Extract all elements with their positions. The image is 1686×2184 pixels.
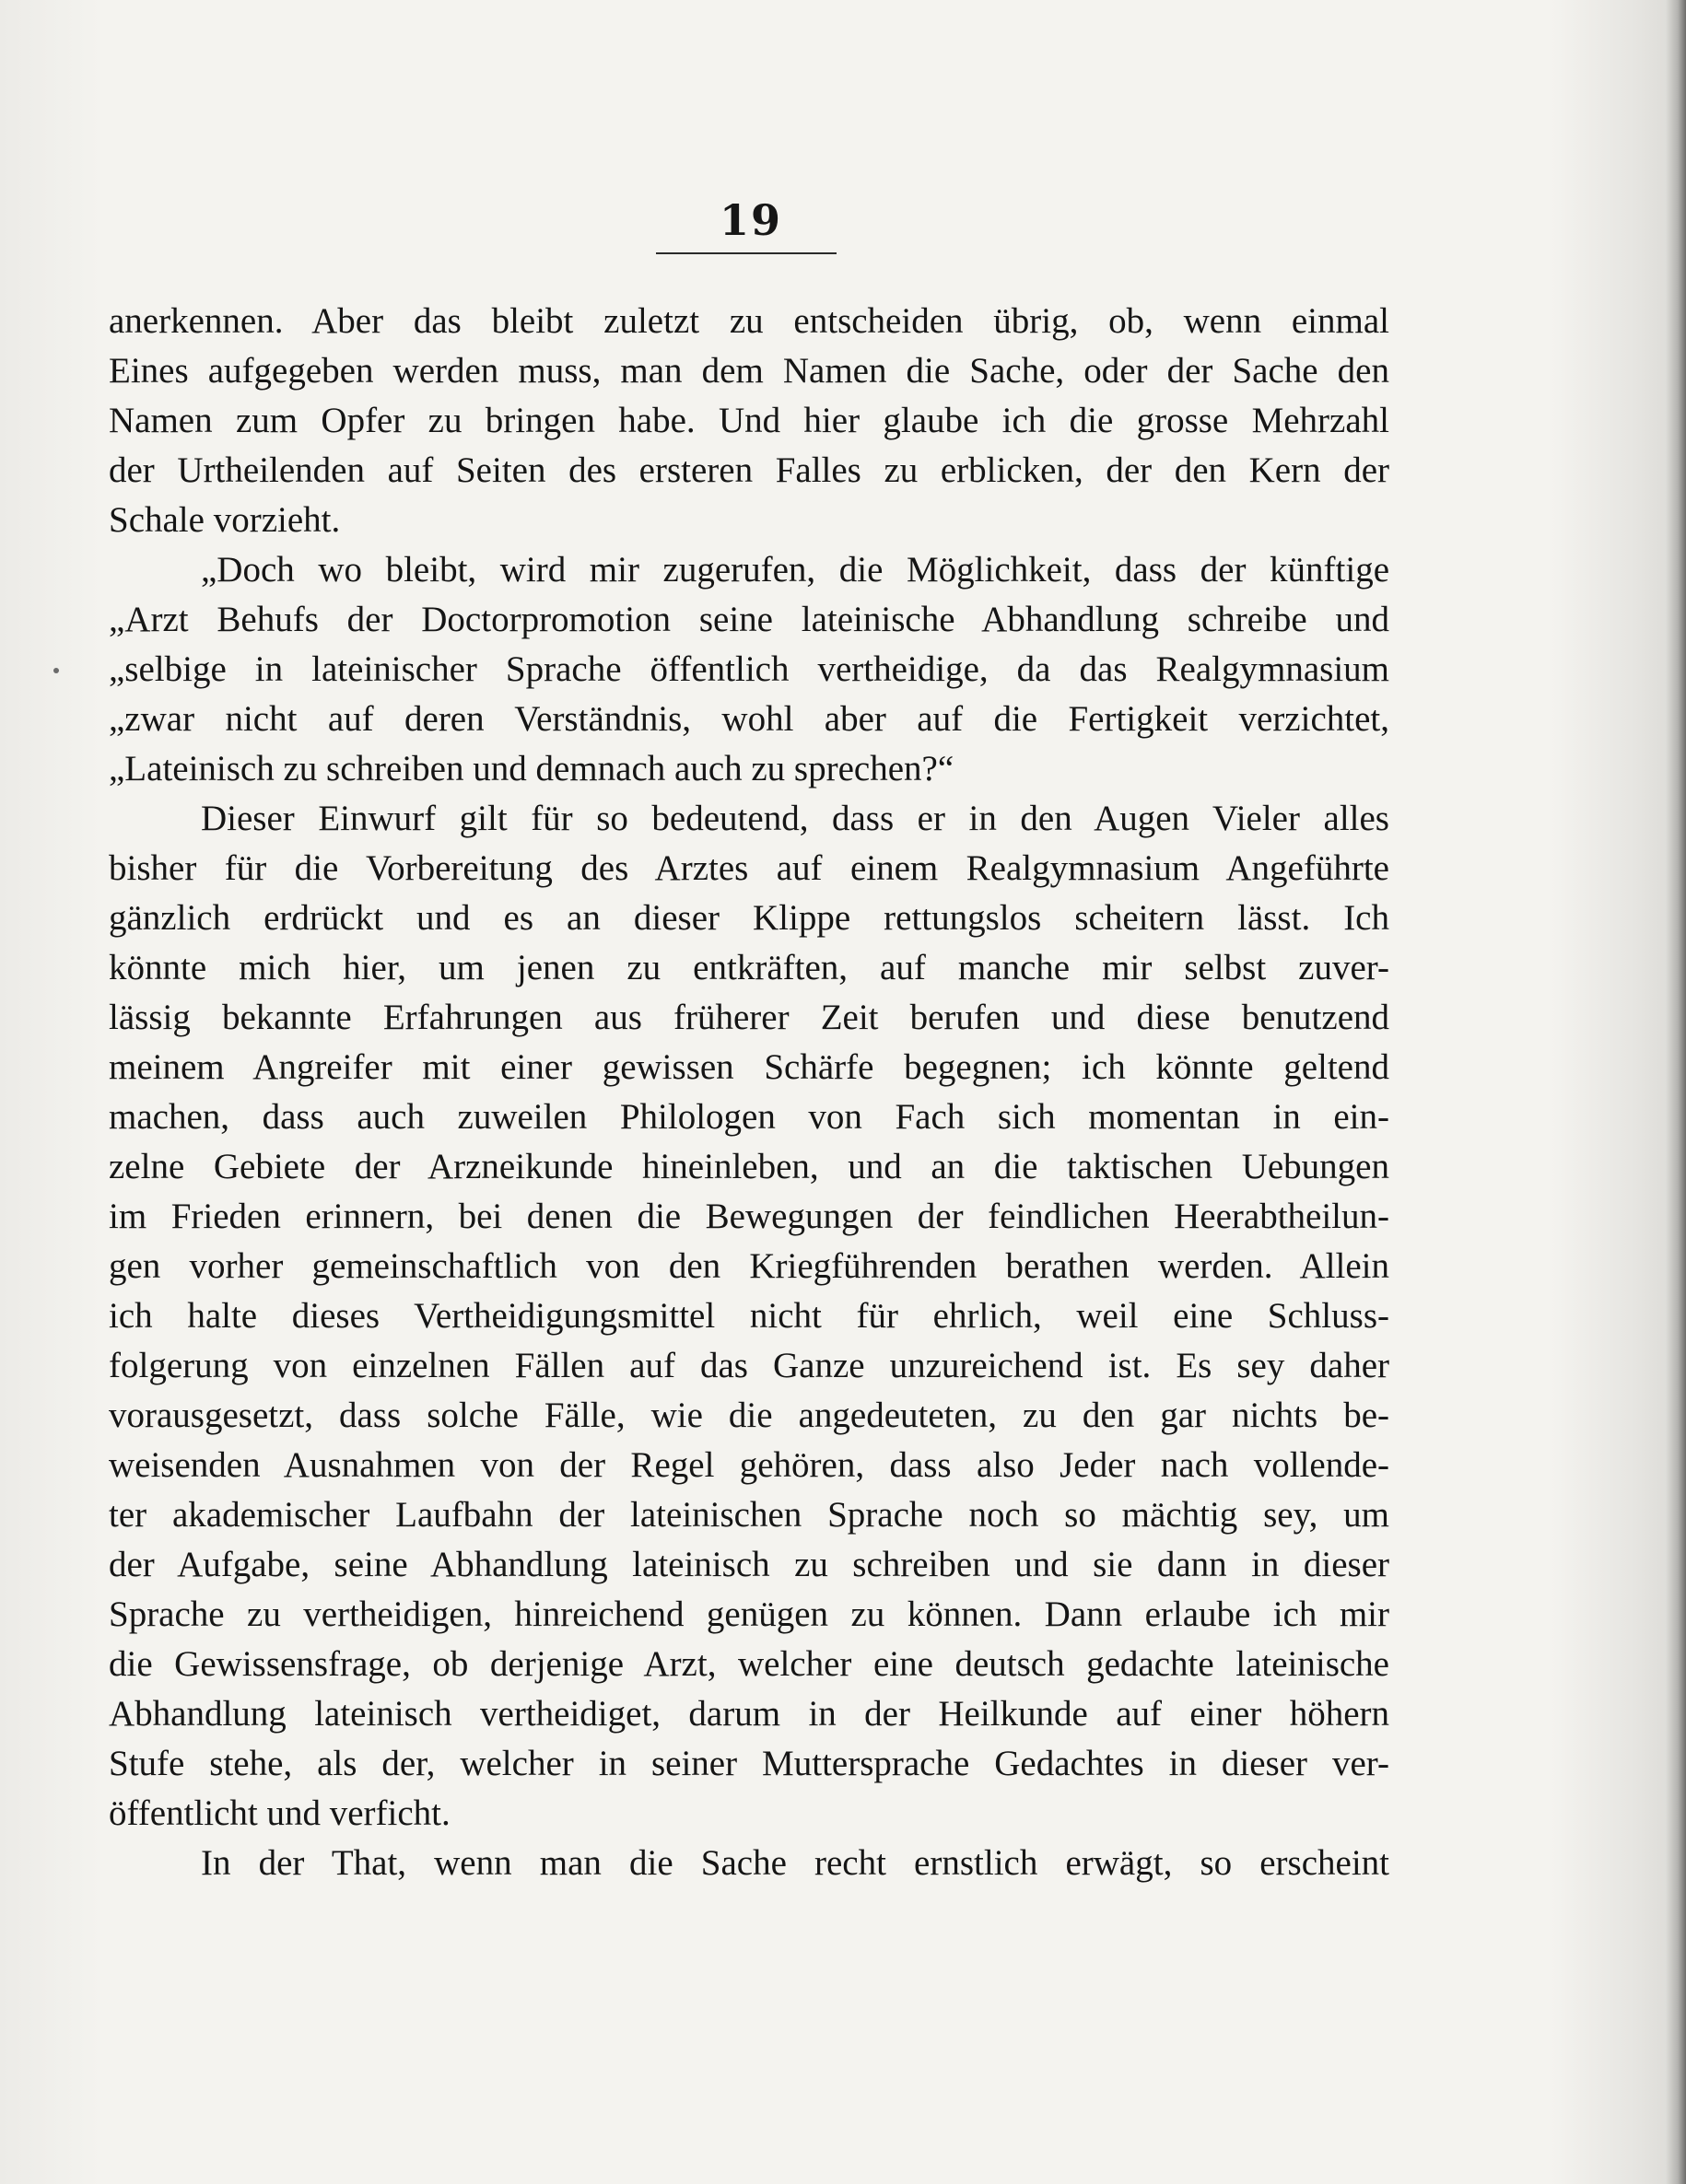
body-text (109, 297, 1389, 1888)
text-line: weisenden Ausnahmen von der Regel gehören, dass also Jeder nach vollende- (109, 1445, 1389, 1485)
text-line: lässig bekannte Erfahrungen aus früherer Zeit berufen und diese benutzend (109, 998, 1389, 1037)
text-line: der Urtheilenden auf Seiten des ersteren Falles zu erblicken, der den Kern der (109, 450, 1389, 490)
text-line: im Frieden erinnern, bei denen die Bewegungen der feindlichen Heerabtheilun- (109, 1197, 1389, 1236)
text-line: In der That, wenn man die Sache recht ernstlich erwägt, so erscheint (201, 1843, 1389, 1883)
page-number-rule (656, 252, 837, 254)
text-line: meinem Angreifer mit einer gewissen Schärfe begegnen; ich könnte geltend (109, 1047, 1389, 1087)
text-line: folgerung von einzelnen Fällen auf das Ganze unzureichend ist. Es sey daher (109, 1346, 1389, 1385)
text-line: Schale vorzieht. (109, 500, 341, 540)
text-line: „zwar nicht auf deren Verständnis, wohl aber auf die Fertigkeit verzichtet, (109, 699, 1389, 739)
text-line: anerkennen. Aber das bleibt zuletzt zu entscheiden übrig, ob, wenn einmal (109, 301, 1389, 341)
text-line: Eines aufgegeben werden muss, man dem Namen die Sache, oder der Sache den (109, 351, 1389, 391)
text-line: Dieser Einwurf gilt für so bedeutend, dass er in den Augen Vieler alles (201, 799, 1389, 838)
text-line: Namen zum Opfer zu bringen habe. Und hier glaube ich die grosse Mehrzahl (109, 401, 1389, 440)
text-line: ich halte dieses Vertheidigungsmittel nicht für ehrlich, weil eine Schluss- (109, 1296, 1389, 1336)
page-number: 19 (719, 195, 782, 245)
text-line: „Lateinisch zu schreiben und demnach auch zu sprechen?“ (109, 749, 954, 788)
text-line: „selbige in lateinischer Sprache öffentlich vertheidige, da das Realgymnasium (109, 649, 1389, 689)
text-line: bisher für die Vorbereitung des Arztes auf einem Realgymnasium Angeführte (109, 848, 1389, 888)
text-line: öffentlicht und verficht. (109, 1793, 451, 1833)
text-line: ter akademischer Laufbahn der lateinischen Sprache noch so mächtig sey, um (109, 1495, 1389, 1535)
text-line: könnte mich hier, um jenen zu entkräften, auf manche mir selbst zuver- (109, 948, 1389, 987)
text-line: der Aufgabe, seine Abhandlung lateinisch zu schreiben und sie dann in dieser (109, 1545, 1389, 1584)
text-line: Stufe stehe, als der, welcher in seiner Muttersprache Gedachtes in dieser ver- (109, 1744, 1389, 1783)
text-line: gänzlich erdrückt und es an dieser Klippe rettungslos scheitern lässt. Ich (109, 898, 1389, 938)
text-line: Abhandlung lateinisch vertheidiget, darum in der Heilkunde auf einer höhern (109, 1694, 1389, 1734)
text-line: machen, dass auch zuweilen Philologen von Fach sich momentan in ein- (109, 1097, 1389, 1137)
text-line: gen vorher gemeinschaftlich von den Kriegführenden berathen werden. Allein (109, 1246, 1389, 1286)
text-line: zelne Gebiete der Arzneikunde hineinleben, und an die taktischen Uebungen (109, 1147, 1389, 1186)
text-line: „Doch wo bleibt, wird mir zugerufen, die Möglichkeit, dass der künftige (201, 550, 1389, 590)
page-edge-shadow (1666, 0, 1686, 2184)
text-line: vorausgesetzt, dass solche Fälle, wie die angedeuteten, zu den gar nichts be- (109, 1396, 1389, 1435)
text-line: „Arzt Behufs der Doctorpromotion seine lateinische Abhandlung schreibe und (109, 600, 1389, 639)
text-line: die Gewissensfrage, ob derjenige Arzt, welcher eine deutsch gedachte lateinische (109, 1644, 1389, 1684)
ink-speck (53, 668, 59, 673)
text-line: Sprache zu vertheidigen, hinreichend genügen zu können. Dann erlaube ich mir (109, 1594, 1389, 1634)
